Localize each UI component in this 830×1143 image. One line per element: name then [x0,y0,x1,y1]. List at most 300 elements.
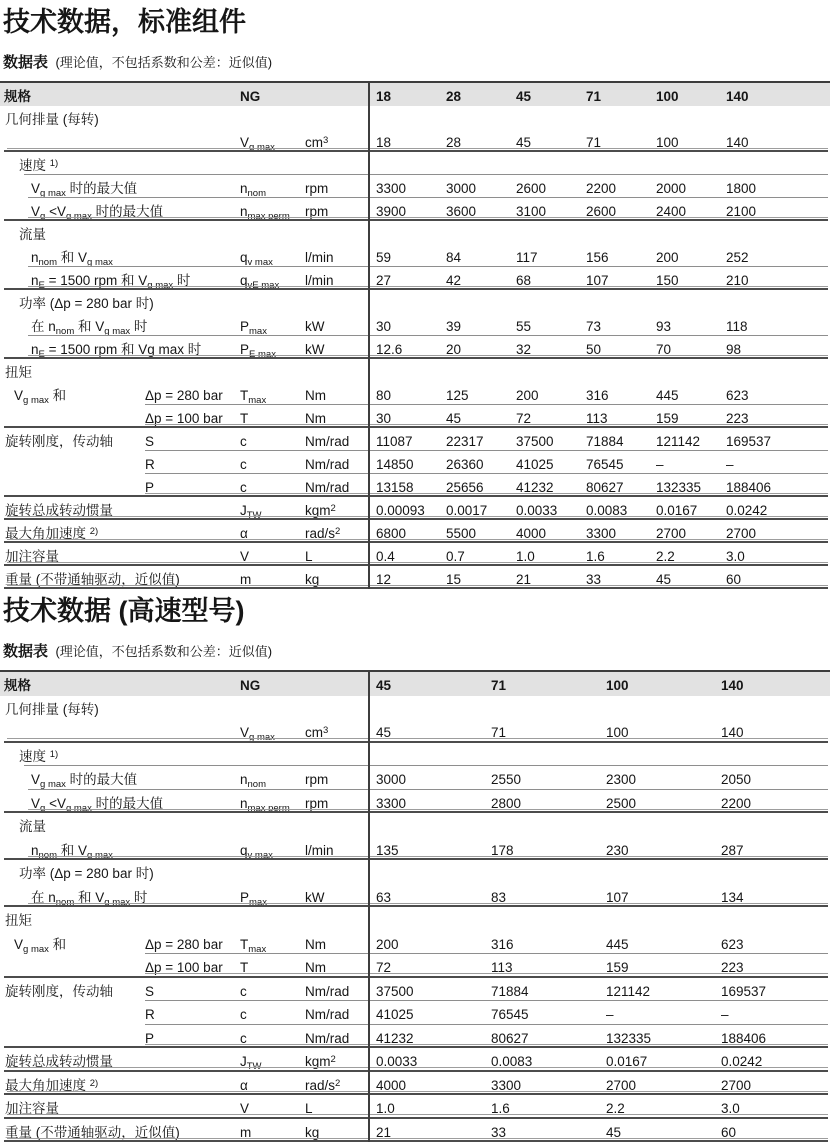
row-label: $V_{g max}$ 时的最大值 [31,180,138,199]
row-values [369,182,830,196]
size-header-values [369,679,830,693]
row-value: 27 [376,272,392,288]
superscript: 3 [323,134,329,146]
row-value: 0.0242 [726,502,768,518]
row-value: 3300 [376,795,407,811]
row-unit: Nm [305,387,326,403]
row-label: 扭矩 [5,364,32,380]
subscript: g max [40,187,66,199]
row-value: 12 [376,571,392,587]
table-row [0,106,830,129]
superscript: 2 [330,502,336,514]
row-value: 2200 [586,180,617,196]
row-value: 72 [516,410,532,426]
subscript: E max [249,348,276,360]
row-value: 3000 [376,772,407,787]
subscript: v max [247,849,273,861]
row-value: 2000 [656,180,687,196]
table-row [0,766,830,790]
row-value: 623 [721,936,744,952]
row-value: 70 [656,341,672,357]
size-header-cell: 28 [446,88,462,104]
row-label: $n_E = 1500$ rpm 和 Vg max 时 [31,341,202,360]
row-value: 33 [491,1124,507,1140]
table-row [0,954,830,978]
row-value: 45 [606,1124,622,1140]
row-value: 210 [726,272,749,288]
high-speed-section [0,589,830,1142]
row-label: 旋转总成转动惯量 [5,1054,113,1069]
subscript: E [38,279,45,291]
row-symbol: c [240,456,247,472]
row-value: 3100 [516,203,547,219]
datasheet-note: (理论值，不包括系数和公差：近似值) [55,55,273,70]
row-value: 117 [516,249,538,265]
section-title: 技术数据 (高速型号) [3,596,245,626]
row-sublabel: S [145,983,155,999]
row-label: 流量 [19,226,46,242]
table-row [0,1119,830,1143]
table-row [0,566,830,589]
row-value: 41232 [516,479,554,495]
row-symbol: $q_{vE max}$ [240,272,280,291]
size-header-cell: 18 [376,88,392,104]
row-unit: $cm^3$ [305,134,329,150]
row-values [369,320,830,334]
row-values [369,389,830,403]
row-unit: kg [305,571,320,587]
size-header-cell: 140 [721,678,744,693]
row-value: 134 [721,889,744,905]
row-symbol: T [240,960,249,975]
row-separator-line [28,809,828,810]
subscript: g max [87,256,113,268]
table-header-row [0,81,830,106]
superscript: 2 [330,1054,336,1065]
row-label: $V_{g max}$ 和 [14,387,67,406]
row-label: 在 $n_{nom}$ 和 $V_{g max}$ 时 [31,318,148,337]
table-row [0,884,830,908]
row-value: 60 [721,1124,737,1140]
row-label: 速度 $^{1)}$ [19,157,59,173]
table-row [0,244,830,267]
row-value: 2700 [726,525,757,541]
row-value: 73 [586,318,602,334]
row-sublabel: R [145,1007,155,1022]
row-value: 1.6 [491,1101,510,1116]
section-separator-line [4,587,828,589]
row-value: 113 [586,410,608,426]
row-value: 71 [491,725,507,740]
datasheet-label: 数据表 [3,643,49,660]
row-value: 30 [376,318,392,334]
row-unit: L [305,548,313,564]
row-label: $n_E = 1500$ rpm 和 $V_{g max}$ 时 [31,272,191,291]
row-unit: $cm^3$ [305,725,329,740]
spec-table-high-speed [0,670,830,1142]
row-symbol: α [240,525,248,541]
row-value: 0.0167 [656,502,698,518]
table-row [0,359,830,382]
table-row [0,152,830,175]
row-symbol: $n_{nom}$ [240,180,266,199]
table-row [0,1048,830,1072]
row-symbol: $J_{TW}$ [240,502,262,521]
subscript: v max [247,256,273,268]
row-value: 2550 [491,772,522,787]
column-divider [368,670,370,1142]
row-value: 45 [516,134,532,150]
row-value: 39 [446,318,462,334]
table-row [0,1025,830,1049]
row-symbol: c [240,479,247,495]
row-value: 0.7 [446,548,465,564]
row-symbol: V [240,1101,250,1116]
row-symbol: $n_{nom}$ [240,772,266,790]
row-value: 6800 [376,525,407,541]
row-value: 83 [491,889,507,905]
table-row [0,931,830,955]
row-value: 18 [376,134,392,150]
row-value: 14850 [376,456,414,472]
superscript: 1) [49,157,59,169]
row-value: 45 [446,410,462,426]
subscript: g max [23,394,49,406]
row-label: 旋转刚度，传动轴 [5,433,113,449]
row-value: 100 [656,134,679,150]
table-row [0,175,830,198]
row-unit: rpm [305,772,329,787]
row-value: 41025 [516,456,554,472]
row-symbol: $P_{max}$ [240,889,267,908]
subscript: g max [249,732,275,743]
table-row [0,543,830,566]
row-sublabel: P [145,479,155,495]
row-value: 59 [376,249,392,265]
row-separator-line [28,856,828,857]
row-value: 156 [586,249,609,265]
row-separator-line [7,1067,828,1068]
row-value: 0.0242 [721,1054,763,1069]
row-value: 33 [586,571,602,587]
row-value: 41232 [376,1030,414,1046]
subscript: g max [23,943,49,955]
subscript: g max [249,141,275,153]
subscript: nom [38,849,57,861]
row-unit: Nm/rad [305,983,350,999]
row-value: 188406 [726,479,772,495]
row-value: 1.6 [586,548,605,564]
row-symbol: $T_{max}$ [240,936,267,955]
row-value: 76545 [586,456,624,472]
row-label: $n_{nom}$ 和 $V_{g max}$ [31,249,113,268]
row-label: $n_{nom}$ 和 $V_{g max}$ [31,842,113,861]
size-header-cell: 140 [726,88,749,104]
row-value: 80 [376,387,392,403]
row-value: 22317 [446,433,484,449]
row-unit: Nm [305,410,326,426]
row-sublabel: S [145,433,155,449]
row-label: 最大角加速度 $^{2)}$ [5,525,99,541]
row-symbol: c [240,1007,247,1022]
row-value: 169537 [726,433,772,449]
row-separator-line [7,539,828,540]
superscript: 3 [323,725,329,736]
row-sublabel: Δp = 280 bar [145,936,223,952]
table-row [0,860,830,884]
table-row [0,336,830,359]
row-symbol: $V_{g max}$ [240,725,275,743]
row-unit: Nm/rad [305,433,350,449]
row-separator-line [7,585,828,586]
row-value: 230 [606,842,629,858]
row-value: 1.0 [516,548,535,564]
row-value: 37500 [516,433,554,449]
size-header-cell: 71 [491,678,507,693]
row-value: 445 [606,936,629,952]
row-label: 扭矩 [5,913,32,928]
row-sublabel: P [145,1030,155,1046]
symbol-header-cell: NG [240,88,261,104]
row-value: 3300 [376,180,407,196]
row-value: 42 [446,272,462,288]
row-value: 55 [516,318,532,334]
row-value: 223 [721,960,744,975]
row-value: 135 [376,842,399,858]
subscript: max [249,325,267,337]
row-value: 2700 [656,525,687,541]
table-row [0,1001,830,1025]
subscript: TW [246,509,262,521]
subscript: max [248,394,267,406]
row-separator-line [7,738,828,739]
table-header-row [0,670,830,696]
subscript: g max [40,779,66,790]
row-label: 重量 (不带通轴驱动，近似值) [5,571,180,587]
row-unit: l/min [305,249,334,265]
row-label: 速度 $^{1)}$ [19,748,59,764]
row-value: 3300 [586,525,617,541]
subscript: nom [247,187,266,199]
row-separator-line [145,973,828,974]
datasheet-note: (理论值，不包括系数和公差：近似值) [55,644,273,659]
table-row [0,790,830,814]
datasheet-subtitle [0,38,830,73]
row-values [369,1008,830,1022]
row-symbol: $n_{max perm}$ [240,795,290,814]
table-row [0,198,830,221]
row-label: 功率 (Δp = 280 bar 时) [19,866,154,881]
row-symbol: V [240,548,250,564]
row-symbol: T [240,410,249,426]
row-label: 功率 (Δp = 280 bar 时) [19,295,154,311]
row-separator-line [145,493,828,494]
row-value: 445 [656,387,679,403]
row-value: 0.0083 [586,502,628,518]
row-value: 132335 [656,479,702,495]
row-separator-line [28,355,828,356]
row-value: 50 [586,341,602,357]
row-value: 0.00093 [376,502,425,518]
size-header-cell: 45 [376,678,392,693]
row-unit: kW [305,318,325,334]
subscript: nom [55,325,75,337]
row-value: 12.6 [376,341,403,357]
row-value: 60 [726,571,742,587]
row-separator-line [28,903,828,904]
row-value: 0.0167 [606,1054,648,1069]
row-symbol: $P_{E max}$ [240,341,276,360]
row-value: 316 [586,387,609,403]
table-row [0,520,830,543]
datasheet-label: 数据表 [3,54,49,71]
row-value: 2050 [721,772,752,787]
superscript: 2) [89,525,99,537]
row-value: 169537 [721,983,767,999]
row-value: 150 [656,272,679,288]
row-value: 63 [376,889,392,905]
row-value: 37500 [376,983,414,999]
row-value: 3300 [491,1077,522,1093]
subscript: g max [65,802,92,814]
row-sublabel: Δp = 100 bar [145,960,223,975]
row-value: 4000 [516,525,547,541]
row-symbol: $q_{v max}$ [240,249,273,268]
row-symbol: $V_{g max}$ [240,134,275,153]
row-value: 45 [656,571,672,587]
row-value: 2700 [606,1077,637,1093]
row-value: 2600 [586,203,617,219]
row-value: 107 [606,889,629,905]
row-separator-line [28,217,828,218]
row-value: 113 [491,960,513,975]
row-unit: Nm [305,936,326,952]
row-label: 重量 (不带通轴驱动，近似值) [5,1124,180,1140]
row-value: 3900 [376,203,407,219]
row-value: 140 [721,725,744,740]
row-label: 在 $n_{nom}$ 和 $V_{g max}$ 时 [31,889,148,908]
row-value: 178 [491,842,514,858]
row-value: 316 [491,936,514,952]
row-value: 1.0 [376,1101,395,1116]
column-divider [368,81,370,589]
superscript: 2 [335,1077,341,1089]
row-value: 68 [516,272,532,288]
row-unit: rpm [305,180,329,196]
row-label: 几何排量 (每转) [5,111,99,127]
row-symbol: c [240,983,247,999]
row-value: 71884 [586,433,624,449]
row-label: 加注容量 [5,1101,59,1116]
row-symbol: $q_{v max}$ [240,842,273,861]
row-value: 2200 [721,795,752,811]
row-value: 15 [446,571,462,587]
row-unit: Nm/rad [305,1007,350,1022]
size-header-cell: 100 [606,678,629,693]
row-value: 200 [656,249,679,265]
subscript: g max [147,279,174,291]
row-label: $V_{g max}$ 时的最大值 [31,772,138,790]
superscript: 2) [89,1077,99,1089]
row-label: $V_g <V_{g max}$ 时的最大值 [31,203,164,222]
row-value: 2.2 [606,1101,625,1116]
section-title: 技术数据，标准组件 [3,7,246,37]
row-unit: kg [305,1124,320,1140]
table-row [0,837,830,861]
row-separator-line [7,148,828,149]
subscript: nom [38,256,57,268]
table-row [0,813,830,837]
row-label: 流量 [19,819,46,834]
subscript: g max [87,849,113,861]
row-value: 0.0083 [491,1054,533,1069]
row-unit: kgm$^2$ [305,1054,336,1069]
subscript: g max [104,325,131,337]
row-separator-line [7,516,828,517]
row-separator-line [7,1114,828,1115]
row-value: 11087 [376,433,413,449]
row-unit: rad/$s^2$ [305,1077,341,1093]
row-value: 72 [376,960,392,975]
row-unit: kW [305,341,325,357]
subscript: max [248,943,267,955]
row-value: 3.0 [721,1101,740,1116]
row-value: 80627 [491,1030,529,1046]
row-value: 84 [446,249,462,265]
table-row [0,978,830,1002]
subscript: max [249,896,267,908]
row-value: 3600 [446,203,477,219]
size-header-values [369,90,830,104]
row-sublabel: Δp = 280 bar [145,387,223,403]
spec-header-cell: 规格 [4,88,31,104]
superscript: 2 [335,525,341,537]
spec-table-standard [0,81,830,589]
size-header-cell: 100 [656,88,679,104]
row-value: 623 [726,387,749,403]
row-value: 20 [446,341,462,357]
table-row [0,497,830,520]
row-value: 287 [721,842,744,858]
row-separator-line [7,562,828,563]
row-label: 旋转刚度，传动轴 [5,983,113,999]
row-value: 93 [656,318,672,334]
table-row [0,313,830,336]
subscript: nom [247,779,266,790]
row-value: 188406 [721,1030,767,1046]
row-label: 几何排量 (每转) [5,701,99,717]
table-row [0,474,830,497]
table-row [0,382,830,405]
row-symbol: c [240,1030,247,1046]
subscript: max perm [247,210,290,222]
row-value: 28 [446,134,462,150]
row-unit: rpm [305,203,329,219]
row-value: 2300 [606,772,637,787]
subscript: max perm [247,802,290,814]
subscript: vE max [247,279,280,291]
row-values [369,938,830,952]
row-value: 2600 [516,180,547,196]
table-row [0,907,830,931]
row-symbol: α [240,1077,248,1093]
row-symbol: c [240,433,247,449]
row-symbol: m [240,1124,252,1140]
size-header-cell: 45 [516,88,532,104]
table-row [0,719,830,743]
row-label: $V_g <V_{g max}$ 时的最大值 [31,795,164,814]
row-value: 80627 [586,479,624,495]
